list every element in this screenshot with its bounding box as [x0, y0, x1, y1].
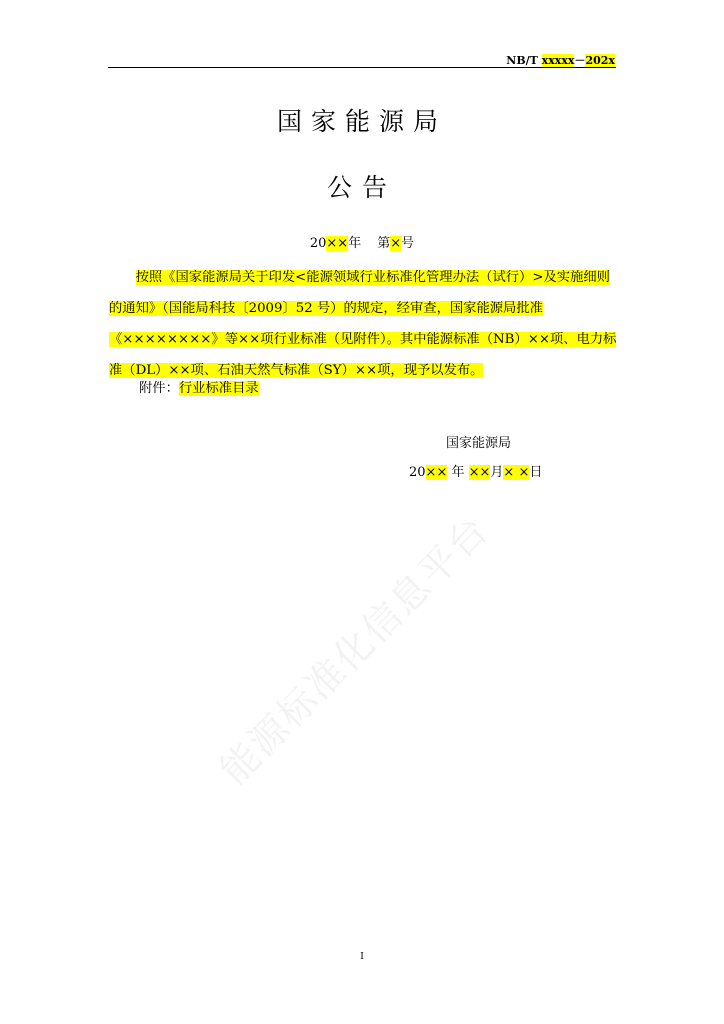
agency-title: 国家能源局	[276, 107, 447, 136]
doc-year-placeholder: 202x	[585, 54, 615, 67]
sig-year-placeholder: ××	[425, 465, 448, 480]
year-placeholder: ××	[326, 236, 349, 251]
document-number	[506, 52, 615, 68]
watermark: 能源标准化信息平台	[211, 507, 498, 793]
year-suffix: 年	[348, 236, 362, 251]
sig-month-label: 月	[490, 465, 504, 480]
number-suffix: 号	[401, 236, 415, 251]
announcement-body	[109, 262, 617, 386]
signature-agency: 国家能源局	[446, 436, 512, 451]
attachment-label: 附件：	[139, 381, 179, 396]
doc-dash: －	[574, 54, 586, 67]
notice-title: 公告	[326, 173, 397, 202]
year-prefix: 20	[309, 236, 327, 251]
attachment-value: 行业标准目录	[178, 381, 259, 396]
announcement-number	[0, 232, 724, 251]
page-number: I	[360, 952, 364, 962]
attachment-line	[139, 377, 259, 396]
doc-prefix: NB/T	[506, 54, 542, 67]
sig-day-label: 日	[529, 465, 543, 480]
number-placeholder: ×	[390, 236, 402, 251]
sig-month-placeholder: ××	[468, 465, 491, 480]
doc-code-placeholder: xxxxx	[541, 54, 575, 67]
header-rule	[108, 67, 616, 68]
body-text: 按照《国家能源局关于印发<能源领域行业标准化管理办法（试行）>及实施细则的通知》（国能局科技〔2009〕52 号）的规定，经审查，国家能源局批准《××××××××》等××项行业标准（见附件）。其中能源标准（NB）××项、电力标准（DL）××项、石油天然气标准（SY）××项，现予以发布。	[109, 270, 617, 378]
sig-day-placeholder: × ×	[503, 465, 530, 480]
signature-date	[409, 461, 542, 480]
body-paragraph	[109, 262, 617, 386]
sig-year-prefix: 20	[409, 465, 426, 480]
sig-year-suffix: 年	[447, 465, 469, 480]
number-prefix: 第	[377, 236, 391, 251]
